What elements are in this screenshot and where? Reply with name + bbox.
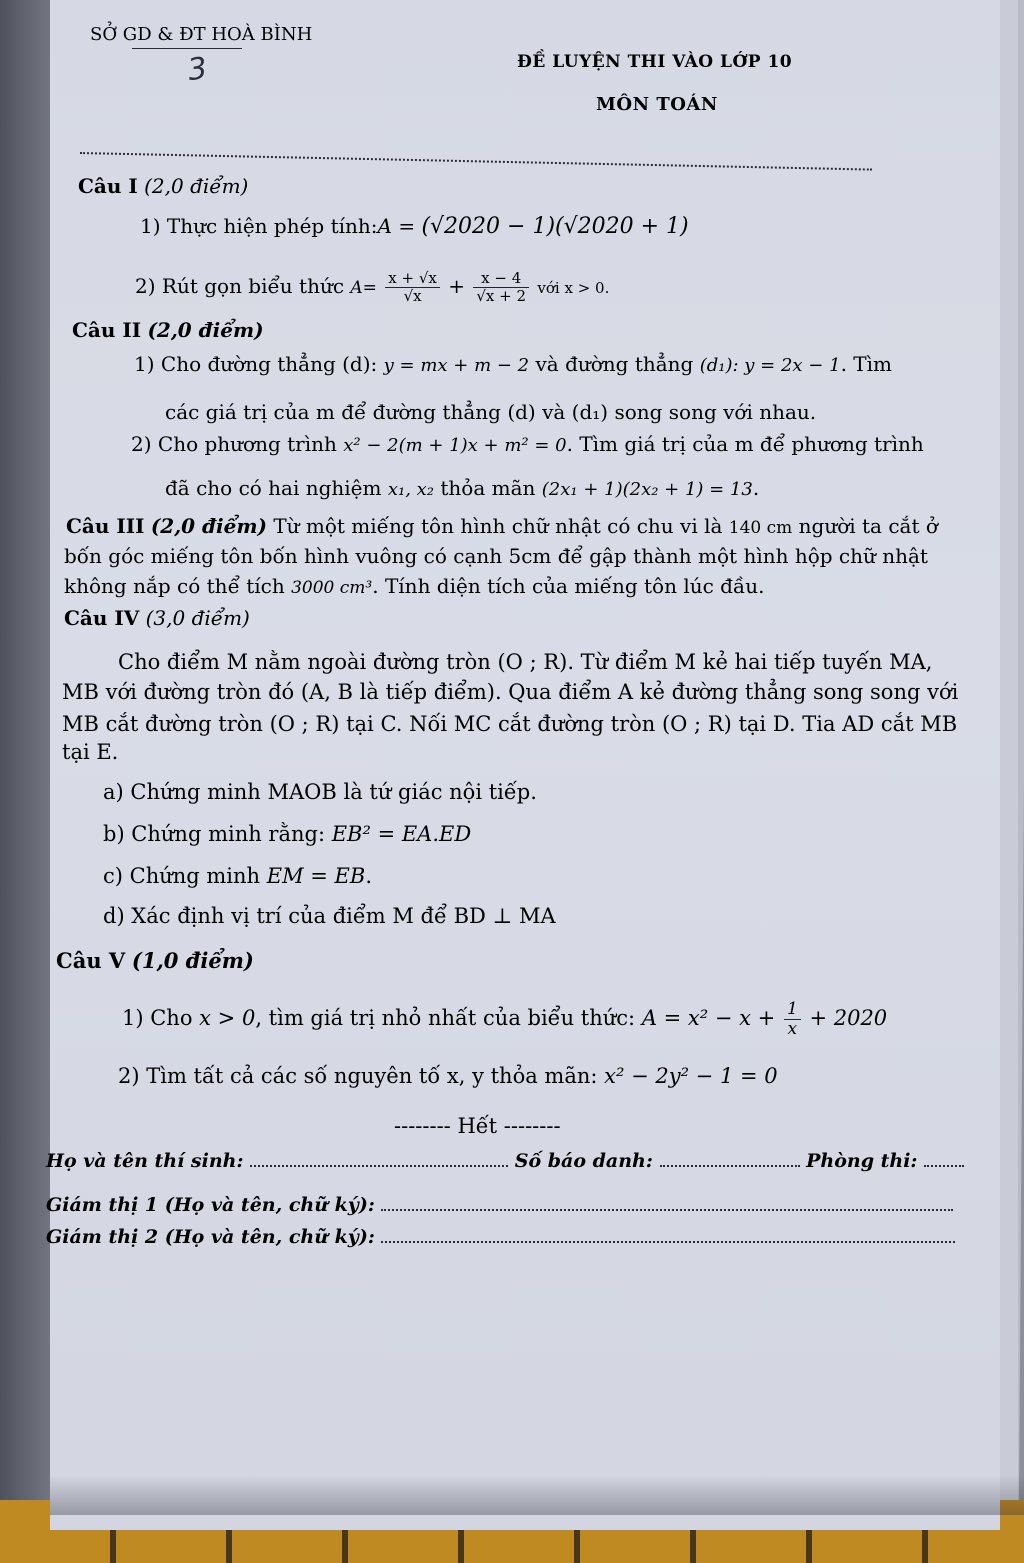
q2-p2-text-d: thỏa mãn — [440, 476, 536, 500]
q2-p2-text-a: 2) Cho phương trình — [131, 432, 337, 456]
candidate-number-label: Số báo danh: — [514, 1150, 653, 1172]
question-4-part-d: d) Xác định vị trí của điểm M để BD ⊥ MA — [103, 904, 556, 928]
question-2-points: (2,0 điểm) — [147, 318, 264, 342]
paper-shadow — [50, 1475, 1024, 1515]
q4-c-equation: EM = EB — [266, 864, 366, 888]
q4-b-text: b) Chứng minh rằng: — [103, 822, 326, 846]
q1-part1-lhs: A = — [377, 214, 416, 238]
exam-room-label: Phòng thi: — [806, 1150, 918, 1172]
q5-p1-expression-b: + 2020 — [809, 1006, 888, 1030]
exam-title: ĐỀ LUYỆN THI VÀO LỚP 10 — [517, 52, 793, 72]
question-5-part-2 — [118, 1064, 778, 1088]
question-1-part-1 — [140, 214, 689, 239]
q1-part1-factor-a: (√2020 − 1) — [421, 214, 556, 239]
department-name: SỞ GD & ĐT HOÀ BÌNH — [90, 24, 313, 45]
proctor-2-line — [46, 1226, 955, 1248]
q2-p2-text-b: . Tìm giá trị của m để phương trình — [566, 432, 924, 456]
question-2-part-1-line-1 — [134, 352, 892, 376]
candidate-info-line — [46, 1150, 964, 1172]
question-1-title: Câu I — [78, 174, 138, 198]
question-2-part-1-line-2: các giá trị của m để đường thẳng (d) và (d₁) song song với nhau. — [165, 400, 817, 424]
question-1-heading — [78, 174, 248, 198]
q5-p2-text: 2) Tìm tất cả các số nguyên tố x, y thỏa mãn: — [118, 1064, 598, 1088]
q2-p1-text-c: . Tìm — [840, 352, 892, 376]
question-4-para-line-2: MB với đường tròn đó (A, B là tiếp điểm). Qua điểm A kẻ đường thẳng song song với — [62, 680, 959, 704]
proctor-1-line — [46, 1194, 953, 1216]
q5-p1-text-b: , tìm giá trị nhỏ nhất của biểu thức: — [255, 1006, 636, 1030]
q1-fraction-2 — [473, 270, 529, 305]
q3-text-c: không nắp có thể tích — [64, 574, 285, 598]
question-2-part-2-line-2 — [165, 476, 759, 500]
q3-text-a: Từ một miếng tôn hình chữ nhật có chu vi là — [273, 514, 723, 538]
question-4-para-line-1: Cho điểm M nằm ngoài đường tròn (O ; R). Từ điểm M kẻ hai tiếp tuyến MA, — [118, 650, 933, 674]
q1-plus-sign: + — [448, 274, 466, 298]
q5-p2-equation: x² − 2y² − 1 = 0 — [604, 1064, 778, 1088]
candidate-name-blank — [250, 1151, 508, 1167]
exam-room-blank — [924, 1151, 964, 1167]
q1-fraction-2-denominator: √x + 2 — [476, 287, 527, 305]
q5-p1-expression-a: A = x² − x + — [641, 1006, 776, 1030]
question-2-part-2-line-1 — [131, 432, 924, 456]
q5-p1-fraction-denominator: x — [787, 1019, 798, 1039]
q3-text-b: người ta cắt ở — [798, 514, 938, 538]
question-4-para-line-4: tại E. — [62, 740, 119, 764]
candidate-number-blank — [660, 1151, 800, 1167]
question-4-para-line-3: MB cắt đường tròn (O ; R) tại C. Nối MC cắt đường tròn (O ; R) tại D. Tia AD cắt MB — [62, 712, 958, 736]
q2-p1-text-b: và đường thẳng — [535, 352, 694, 376]
question-5-points: (1,0 điểm) — [131, 948, 254, 973]
q2-p2-condition: (2x₁ + 1)(2x₂ + 1) = 13 — [541, 479, 753, 500]
question-4-part-c — [103, 864, 372, 888]
exam-subject: MÔN TOÁN — [596, 94, 718, 115]
q1-part2-condition: với x > 0. — [537, 279, 610, 297]
q2-p1-equation-d1: (d₁): y = 2x − 1 — [699, 355, 841, 376]
q3-perimeter: 140 cm — [728, 518, 793, 538]
q2-p2-equation: x² − 2(m + 1)x + m² = 0 — [343, 435, 567, 456]
q2-p2-text-c: đã cho có hai nghiệm — [165, 476, 382, 500]
q3-text-d: . Tính diện tích của miếng tôn lúc đầu. — [372, 574, 765, 598]
q2-p1-equation-d: y = mx + m − 2 — [383, 355, 530, 376]
q1-part2-prefix: 2) Rút gọn biểu thức — [135, 274, 345, 298]
question-1-part-2 — [135, 270, 609, 305]
candidate-name-label: Họ và tên thí sinh: — [46, 1150, 244, 1172]
question-2-heading — [72, 318, 264, 342]
q1-fraction-1-denominator: √x — [403, 287, 422, 305]
q5-p1-fraction — [784, 1000, 801, 1039]
q1-fraction-2-numerator: x − 4 — [473, 270, 529, 288]
q3-volume: 3000 cm³ — [291, 578, 373, 598]
proctor-2-blank — [381, 1227, 955, 1243]
question-2-title: Câu II — [72, 318, 142, 342]
question-4-heading — [64, 606, 250, 630]
question-1-points: (2,0 điểm) — [144, 174, 249, 198]
proctor-2-label: Giám thị 2 (Họ và tên, chữ ký): — [46, 1226, 375, 1248]
question-4-title: Câu IV — [64, 606, 140, 630]
q5-p1-fraction-numerator: 1 — [784, 1000, 801, 1020]
question-5-heading — [56, 948, 254, 973]
q1-fraction-1-numerator: x + √x — [385, 270, 440, 288]
question-4-part-b — [103, 822, 471, 846]
question-5-title: Câu V — [56, 948, 126, 973]
question-3-line-1 — [66, 514, 938, 538]
q4-c-text: c) Chứng minh — [103, 864, 261, 888]
q1-part1-factor-b: (√2020 + 1) — [555, 214, 689, 239]
question-4-points: (3,0 điểm) — [145, 606, 250, 630]
q5-p1-condition: x > 0 — [199, 1006, 256, 1030]
q4-c-end: . — [365, 864, 372, 888]
end-of-exam-mark: -------- Hết -------- — [394, 1114, 561, 1138]
department-underline — [132, 48, 242, 49]
q5-p1-text-a: 1) Cho — [122, 1006, 193, 1030]
q4-b-equation: EB² = EA.ED — [331, 822, 472, 846]
q2-p2-end: . — [752, 476, 760, 500]
q1-part2-lhs: A= — [350, 278, 377, 298]
question-4-part-a: a) Chứng minh MAOB là tứ giác nội tiếp. — [103, 780, 537, 804]
q2-p2-roots: x₁, x₂ — [387, 479, 435, 500]
proctor-1-label: Giám thị 1 (Họ và tên, chữ ký): — [46, 1194, 375, 1216]
handwritten-mark: 3 — [185, 50, 210, 89]
q1-part1-prefix: 1) Thực hiện phép tính: — [140, 214, 378, 238]
question-3-line-2: bốn góc miếng tôn bốn hình vuông có cạnh 5cm để gập thành một hình hộp chữ nhật — [64, 544, 928, 568]
proctor-1-blank — [381, 1195, 953, 1211]
q2-p1-text-a: 1) Cho đường thẳng (d): — [134, 352, 378, 376]
question-5-part-1 — [122, 1000, 887, 1039]
question-3-line-3 — [64, 574, 764, 598]
question-3-points: (2,0 điểm) — [150, 514, 267, 538]
question-3-title: Câu III — [66, 514, 145, 538]
q1-fraction-1 — [385, 270, 440, 305]
